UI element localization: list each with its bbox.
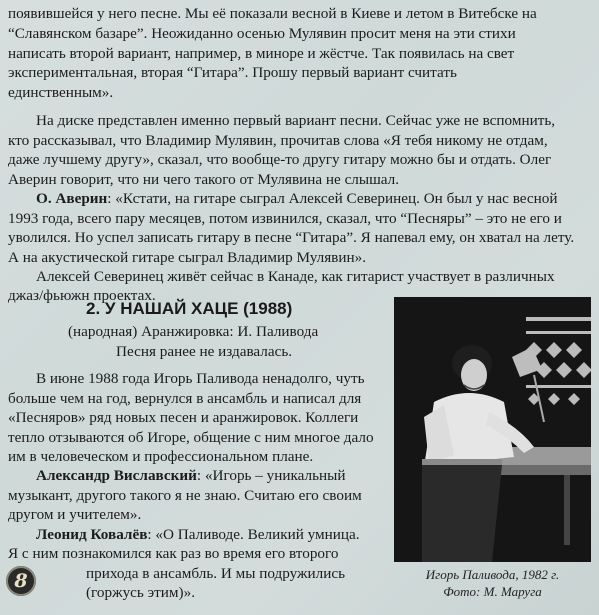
text-line: им в человеческом и профессиональном плане. bbox=[8, 448, 314, 465]
text-line: написать второй вариант, например, в миноре и жёстче. Так появилась на свет bbox=[8, 45, 515, 62]
section-note: Песня ранее не издавалась. bbox=[116, 343, 293, 360]
musician-photo bbox=[394, 297, 591, 562]
text-line: единственным». bbox=[8, 84, 114, 101]
quote-text: : «Кстати, на гитаре сыграл Алексей Северинец. Он был у нас весной bbox=[107, 190, 558, 207]
text-line: кто рассказывал, что Владимир Мулявин, прочитав слова «Я тебя никому не отдам, bbox=[8, 132, 548, 149]
quote-line bbox=[36, 466, 346, 486]
text-line: другом и учителем». bbox=[8, 506, 142, 523]
text-line: экспериментальная, вторая “Гитара”. Прошу первый вариант считать bbox=[8, 64, 457, 81]
page-number-badge: 8 bbox=[6, 566, 36, 596]
text-line: Аверин говорит, что ни чего такого от Мулявина не слышал. bbox=[8, 171, 400, 188]
section-heading: 2. У НАШАЙ ХАЦЕ (1988) bbox=[86, 299, 293, 318]
text-line: появившейся у него песне. Мы её показали весной в Киеве и летом в Витебске на bbox=[8, 5, 537, 22]
quote-text: : «Игорь – уникальный bbox=[196, 467, 346, 484]
speaker-name: О. Аверин bbox=[36, 190, 108, 207]
quote-line bbox=[36, 525, 360, 545]
text-line: даже лучшему другу», сказал, что вообще-то другу гитару можно бы и отдать. Олег bbox=[8, 151, 552, 168]
text-line: А на акустической гитаре сыграл Владимир Мулявин». bbox=[8, 249, 366, 266]
quote-line bbox=[36, 189, 558, 209]
photo-caption: Игорь Паливода, 1982 г. bbox=[425, 567, 560, 582]
text-line: (горжусь этим)». bbox=[86, 584, 195, 601]
text-line: прихода в ансамбль. И мы подружились bbox=[86, 565, 346, 582]
speaker-name: Леонид Ковалёв bbox=[36, 526, 148, 543]
speaker-name: Александр Виславский bbox=[36, 467, 197, 484]
text-line: На диске представлен именно первый вариант песни. Сейчас уже не вспомнить, bbox=[36, 112, 556, 129]
text-line: уволился. Но успел записать гитару в песне “Гитара”. Я напевал ему, он хватал на лету. bbox=[8, 229, 575, 246]
text-line: В июне 1988 года Игорь Паливода ненадолго, чуть bbox=[36, 370, 365, 387]
text-line: “Славянском базаре”. Неожиданно осенью Мулявин просит меня на эти стихи bbox=[8, 25, 516, 42]
text-line: джаз/фьюжн проектах. bbox=[8, 287, 156, 304]
section-subtitle: (народная) Аранжировка: И. Паливода bbox=[68, 323, 319, 340]
quote-text: : «О Паливоде. Великий умница. bbox=[147, 526, 360, 543]
text-line: 1993 года, всего пару месяцев, потом извинился, сказал, что “Песняры” – это не его и bbox=[8, 210, 562, 227]
text-line: тепло отзываются об Игоре, общение с ним многое дало bbox=[8, 429, 374, 446]
text-line: музыкант, другого такого я не знаю. Считаю его своим bbox=[8, 487, 362, 504]
text-line: Я с ним познакомился как раз во время его второго bbox=[8, 545, 339, 562]
text-line: Алексей Северинец живёт сейчас в Канаде, как гитарист участвует в различных bbox=[36, 268, 555, 285]
text-line: больше чем на год, вернулся в ансамбль и написал для bbox=[8, 390, 362, 407]
text-line: «Песняров» ряд новых песен и аранжировок. Коллеги bbox=[8, 409, 359, 426]
photo-credit: Фото: М. Маруга bbox=[443, 584, 542, 599]
